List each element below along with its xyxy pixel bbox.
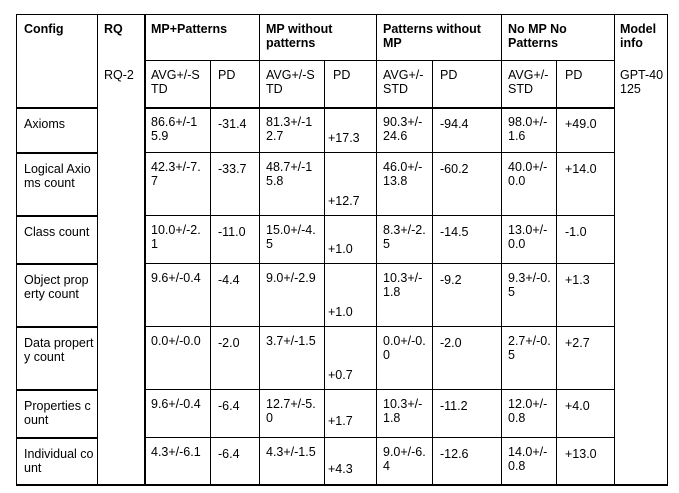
pd-value: -60.2 bbox=[440, 162, 469, 176]
pd-value: +12.7 bbox=[328, 194, 360, 208]
avg-std-value: 9.6+/-0.4 bbox=[151, 271, 201, 285]
header-config: Config bbox=[24, 22, 64, 36]
avg-std-value: 12.0+/-0.8 bbox=[508, 397, 548, 425]
pd-header: PD bbox=[333, 68, 351, 82]
pd-value: +49.0 bbox=[565, 117, 597, 131]
grid-line bbox=[376, 14, 377, 484]
pd-value: +4.0 bbox=[565, 399, 590, 413]
avg-std-value: 81.3+/-12.7 bbox=[266, 115, 313, 143]
grid-line bbox=[144, 437, 614, 438]
grid-line bbox=[614, 14, 615, 484]
avg-std-header: AVG+/-STD bbox=[508, 68, 549, 96]
avg-std-value: 10.0+/-2.1 bbox=[151, 223, 201, 251]
row-label: Logical Axioms count bbox=[24, 162, 91, 190]
grid-line bbox=[16, 389, 97, 391]
pd-value: -6.4 bbox=[218, 447, 240, 461]
avg-std-value: 10.3+/-1.8 bbox=[383, 271, 423, 299]
pd-value: -2.0 bbox=[440, 336, 462, 350]
grid-line bbox=[16, 107, 97, 109]
avg-std-value: 0.0+/-0.0 bbox=[383, 334, 426, 362]
avg-std-value: 15.0+/-4.5 bbox=[266, 223, 316, 251]
avg-std-value: 9.0+/-6.4 bbox=[383, 445, 426, 473]
pd-value: -14.5 bbox=[440, 225, 469, 239]
grid-line bbox=[144, 215, 614, 216]
avg-std-value: 4.3+/-1.5 bbox=[266, 445, 316, 459]
pd-value: -6.4 bbox=[218, 399, 240, 413]
grid-line bbox=[144, 14, 146, 484]
grid-line bbox=[144, 389, 614, 390]
row-label: Individual count bbox=[24, 447, 94, 475]
avg-std-value: 46.0+/-13.8 bbox=[383, 160, 423, 188]
avg-std-value: 14.0+/-0.8 bbox=[508, 445, 548, 473]
grid-line bbox=[16, 215, 97, 217]
pd-value: -94.4 bbox=[440, 117, 469, 131]
row-label: Object property count bbox=[24, 273, 89, 301]
grid-line bbox=[16, 14, 668, 15]
pd-value: +1.0 bbox=[328, 242, 353, 256]
grid-line bbox=[16, 14, 17, 484]
avg-std-value: 9.6+/-0.4 bbox=[151, 397, 201, 411]
avg-std-header: AVG+/-STD bbox=[383, 68, 424, 96]
grid-line bbox=[210, 60, 211, 484]
avg-std-value: 98.0+/-1.6 bbox=[508, 115, 548, 143]
grid-line bbox=[556, 60, 557, 484]
row-label: Properties count bbox=[24, 399, 91, 427]
pd-value: -11.0 bbox=[218, 225, 246, 239]
header-group: No MP No Patterns bbox=[508, 22, 567, 50]
avg-std-value: 90.3+/-24.6 bbox=[383, 115, 423, 143]
header-group: MP+Patterns bbox=[151, 22, 228, 36]
grid-line bbox=[144, 107, 614, 109]
avg-std-value: 12.7+/-5.0 bbox=[266, 397, 316, 425]
pd-value: -1.0 bbox=[565, 225, 587, 239]
grid-line bbox=[16, 263, 97, 265]
grid-line bbox=[144, 60, 614, 61]
grid-line bbox=[97, 14, 98, 484]
pd-header: PD bbox=[565, 68, 583, 82]
grid-line bbox=[667, 14, 668, 484]
pd-value: +0.7 bbox=[328, 368, 353, 382]
row-label: Data property count bbox=[24, 336, 94, 364]
grid-line bbox=[16, 326, 97, 328]
avg-std-value: 42.3+/-7.7 bbox=[151, 160, 201, 188]
pd-value: +17.3 bbox=[328, 131, 360, 145]
avg-std-value: 9.3+/-0.5 bbox=[508, 271, 551, 299]
grid-line bbox=[144, 326, 614, 327]
header-rq: RQ bbox=[104, 22, 123, 36]
grid-line bbox=[324, 60, 325, 484]
avg-std-header: AVG+/-STD bbox=[266, 68, 315, 96]
grid-line bbox=[144, 263, 614, 264]
pd-value: +14.0 bbox=[565, 162, 597, 176]
avg-std-value: 2.7+/-0.5 bbox=[508, 334, 551, 362]
avg-std-value: 13.0+/-0.0 bbox=[508, 223, 548, 251]
pd-value: +13.0 bbox=[565, 447, 597, 461]
avg-std-value: 0.0+/-0.0 bbox=[151, 334, 201, 348]
pd-value: +4.3 bbox=[328, 462, 353, 476]
pd-value: -33.7 bbox=[218, 162, 247, 176]
avg-std-value: 48.7+/-15.8 bbox=[266, 160, 313, 188]
pd-header: PD bbox=[440, 68, 458, 82]
avg-std-value: 86.6+/-15.9 bbox=[151, 115, 198, 143]
avg-std-value: 3.7+/-1.5 bbox=[266, 334, 316, 348]
avg-std-header: AVG+/-STD bbox=[151, 68, 200, 96]
header-model-info: Model info bbox=[620, 22, 657, 50]
avg-std-value: 40.0+/-0.0 bbox=[508, 160, 548, 188]
grid-line bbox=[259, 14, 260, 484]
grid-line bbox=[16, 484, 668, 486]
grid-line bbox=[501, 14, 502, 484]
results-table bbox=[16, 14, 668, 489]
avg-std-value: 8.3+/-2.5 bbox=[383, 223, 426, 251]
pd-value: -4.4 bbox=[218, 273, 240, 287]
pd-value: -9.2 bbox=[440, 273, 462, 287]
row-label: Class count bbox=[24, 225, 90, 239]
pd-value: +2.7 bbox=[565, 336, 590, 350]
grid-line bbox=[144, 152, 614, 153]
pd-value: -11.2 bbox=[440, 399, 468, 413]
pd-value: +1.7 bbox=[328, 414, 353, 428]
avg-std-value: 10.3+/-1.8 bbox=[383, 397, 423, 425]
grid-line bbox=[432, 60, 433, 484]
model-value: GPT-40125 bbox=[620, 68, 664, 96]
avg-std-value: 4.3+/-6.1 bbox=[151, 445, 201, 459]
grid-line bbox=[16, 152, 97, 154]
grid-line bbox=[16, 437, 97, 439]
pd-value: -12.6 bbox=[440, 447, 469, 461]
header-group: Patterns without MP bbox=[383, 22, 481, 50]
pd-value: +1.0 bbox=[328, 305, 353, 319]
pd-value: -2.0 bbox=[218, 336, 240, 350]
header-group: MP without patterns bbox=[266, 22, 333, 50]
pd-value: -31.4 bbox=[218, 117, 247, 131]
row-label: Axioms bbox=[24, 117, 65, 131]
avg-std-value: 9.0+/-2.9 bbox=[266, 271, 316, 285]
pd-header: PD bbox=[218, 68, 236, 82]
pd-value: +1.3 bbox=[565, 273, 590, 287]
rq-value: RQ-2 bbox=[104, 68, 134, 82]
